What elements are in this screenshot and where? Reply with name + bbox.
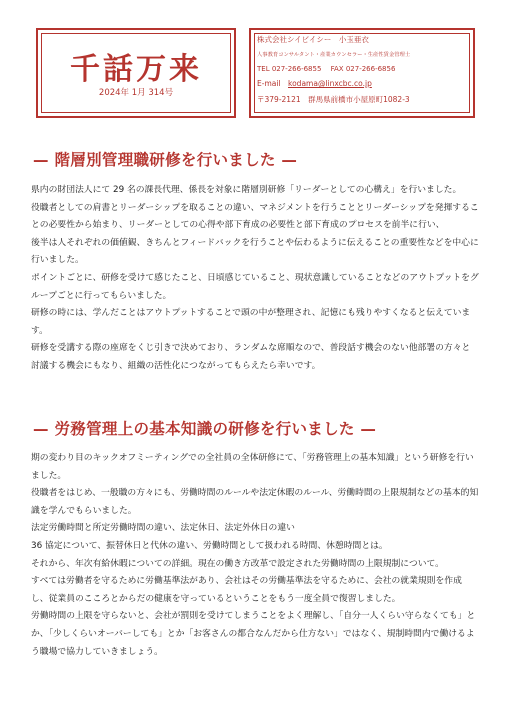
issue-number: 2024年 1月 314号	[98, 88, 174, 98]
paragraph: 後半は人それぞれの価値観、きちんとフィードバックを行うことや伝わるように伝えることの重要性などを中心に行いました。	[31, 237, 479, 266]
email-link[interactable]: kodama@linxcbc.co.jp	[288, 79, 372, 88]
paragraph: ポイントごとに、研修を受けて感じたこと、日頃感じていること、現状意識していることなどのアウトプットをグループごとに行ってもらいました。	[31, 272, 479, 301]
postal-address: 〒379-2121 群馬県前橋市小屋原町1082-3	[257, 95, 410, 104]
section-heading-management-training: — 階層別管理職研修を行いました —	[33, 151, 298, 169]
paragraph: 県内の財団法人にて 29 名の課長代理、係長を対象に階層別研修「リーダーとしての心構え」を行いました。	[31, 185, 462, 195]
section-body-management-training	[31, 182, 479, 376]
paragraph: 36 協定について、振替休日と代休の違い、労働時間として扱われる時間、休憩時間とは。	[31, 540, 388, 551]
phone-fax: TEL 027-266-6855 FAX 027-266-6856	[257, 65, 396, 73]
email-label: E-mail	[257, 79, 289, 88]
paragraph: 役職者をはじめ、一般職の方々にも、労働時間のルールや法定休暇のルール、労働時間の上限規制などの基本的知識を学んでもらいました。	[31, 488, 479, 516]
contact-box	[249, 28, 475, 118]
company-name: 株式会社シイビイシー 小玉亜衣	[257, 35, 369, 44]
newsletter-title: 千話万来	[70, 52, 202, 87]
paragraph: 法定労働時間と所定労働時間の違い、法定休日、法定外休日の違い	[31, 523, 295, 534]
paragraph: 研修を受講する際の座席をくじ引きで決めており、ランダムな席順なので、普段話す機会のない他部署の方々と討議する機会にもなり、組織の活性化につながってもらえたら幸いです。	[31, 343, 471, 371]
masthead-box	[36, 28, 236, 118]
paragraph: すべては労働者を守るために労働基準法があり、会社はその労働基準法を守るために、会社の就業規則を作成し、従業員のこころとからだの健康を守っているということをもう一度全員で復習しました。	[31, 576, 462, 604]
section-body-labor-law-training	[31, 450, 479, 661]
paragraph: 労働時間の上限を守らないと、会社が罰則を受けてしまうことをよく理解し、「自分一人くらい守らなくても」とか、「少しくらいオーバーしても」とか「お客さんの都合なんだから仕方ない」ではなく、規制時間内で働けるよう職場で協力していきましょう。	[31, 611, 476, 657]
paragraph: 期の変わり目のキックオフミーティングでの全社員の全体研修にて、「労務管理上の基本知識」という研修を行いました。	[31, 453, 474, 481]
email-line	[257, 78, 471, 89]
paragraph: 役職者としての肩書とリーダーシップを取ることの違い、マネジメントを行うこととリーダーシップを発揮することの必要性から始まり、リーダーとしての心得や部下育成の必要性と部下育成のプロセスを前半に行い、	[31, 202, 479, 231]
section-heading-labor-law-training: — 労務管理上の基本知識の研修を行いました —	[33, 420, 377, 438]
paragraph: 研修の時には、学んだことはアウトプットすることで頭の中が整理され、記憶にも残りやすくなると伝えています。	[31, 308, 471, 336]
professional-titles: 人事教育コンサルタント・産業カウンセラー・生産性賃金管理士	[257, 52, 411, 58]
paragraph: それから、年次有給休暇についての詳細。現在の働き方改革で設定された労働時間の上限規制について。	[31, 558, 444, 569]
